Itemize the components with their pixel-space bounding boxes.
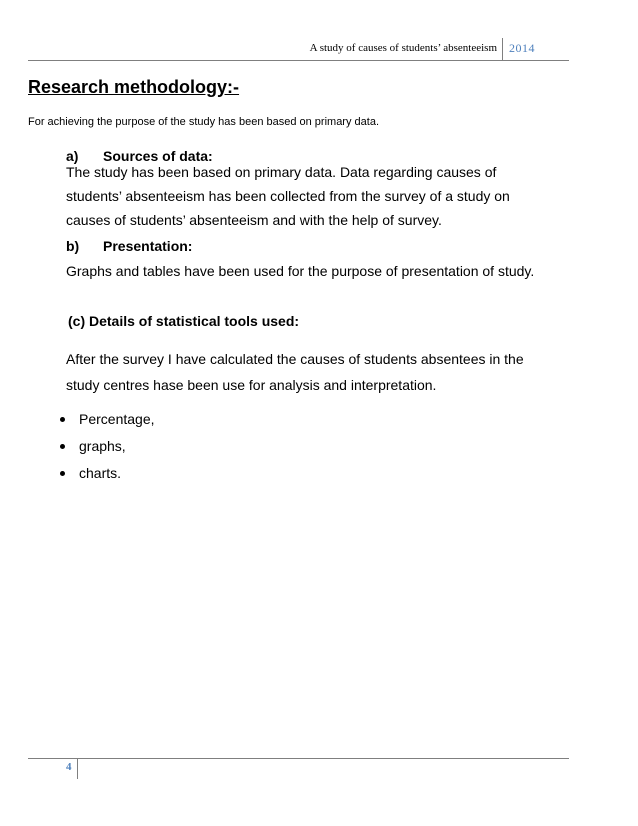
list-item-text: graphs, [79,438,126,454]
list-item-text: Percentage, [79,411,155,427]
section-b-title: Presentation: [103,238,193,254]
section-a-line: The study has been based on primary data. Data regarding causes of [66,164,497,180]
tools-list [60,409,155,490]
list-item-text: charts. [79,465,122,481]
list-item [60,463,155,490]
main-heading: Research methodology:- [28,77,240,97]
section-a-line: causes of students’ absenteeism and with the help of survey. [66,212,442,228]
page-number: 4 [66,761,72,773]
header-title: A study of causes of students’ absenteeism [309,42,497,54]
section-a-line: students’ absenteeism has been collected from the survey of a study on [66,188,510,204]
list-item [60,409,155,436]
section-b-body [66,259,534,283]
intro-text: For achieving the purpose of the study has been based on primary data. [28,116,379,128]
bullet-icon [60,444,65,449]
section-a-body [66,160,510,232]
footer-separator [77,759,78,779]
section-b-line: Graphs and tables have been used for the purpose of presentation of study. [66,263,535,279]
header-separator [502,38,503,60]
section-b-heading [66,238,192,254]
header-year: 2014 [509,41,535,55]
page-header [0,38,638,60]
section-a-letter: a) [66,148,79,164]
list-item [60,436,155,463]
header-rule [28,60,569,61]
section-a-title: Sources of data: [103,148,213,164]
section-c-title: (c) Details of statistical tools used: [68,313,300,329]
bullet-icon [60,471,65,476]
section-c-body [66,346,524,398]
section-c-heading [68,313,299,329]
section-c-line: After the survey I have calculated the causes of students absentees in the [66,351,524,367]
bullet-icon [60,417,65,422]
section-b-letter: b) [66,238,80,254]
section-c-line: study centres hase been use for analysis and interpretation. [66,377,437,393]
footer-rule [28,758,569,759]
